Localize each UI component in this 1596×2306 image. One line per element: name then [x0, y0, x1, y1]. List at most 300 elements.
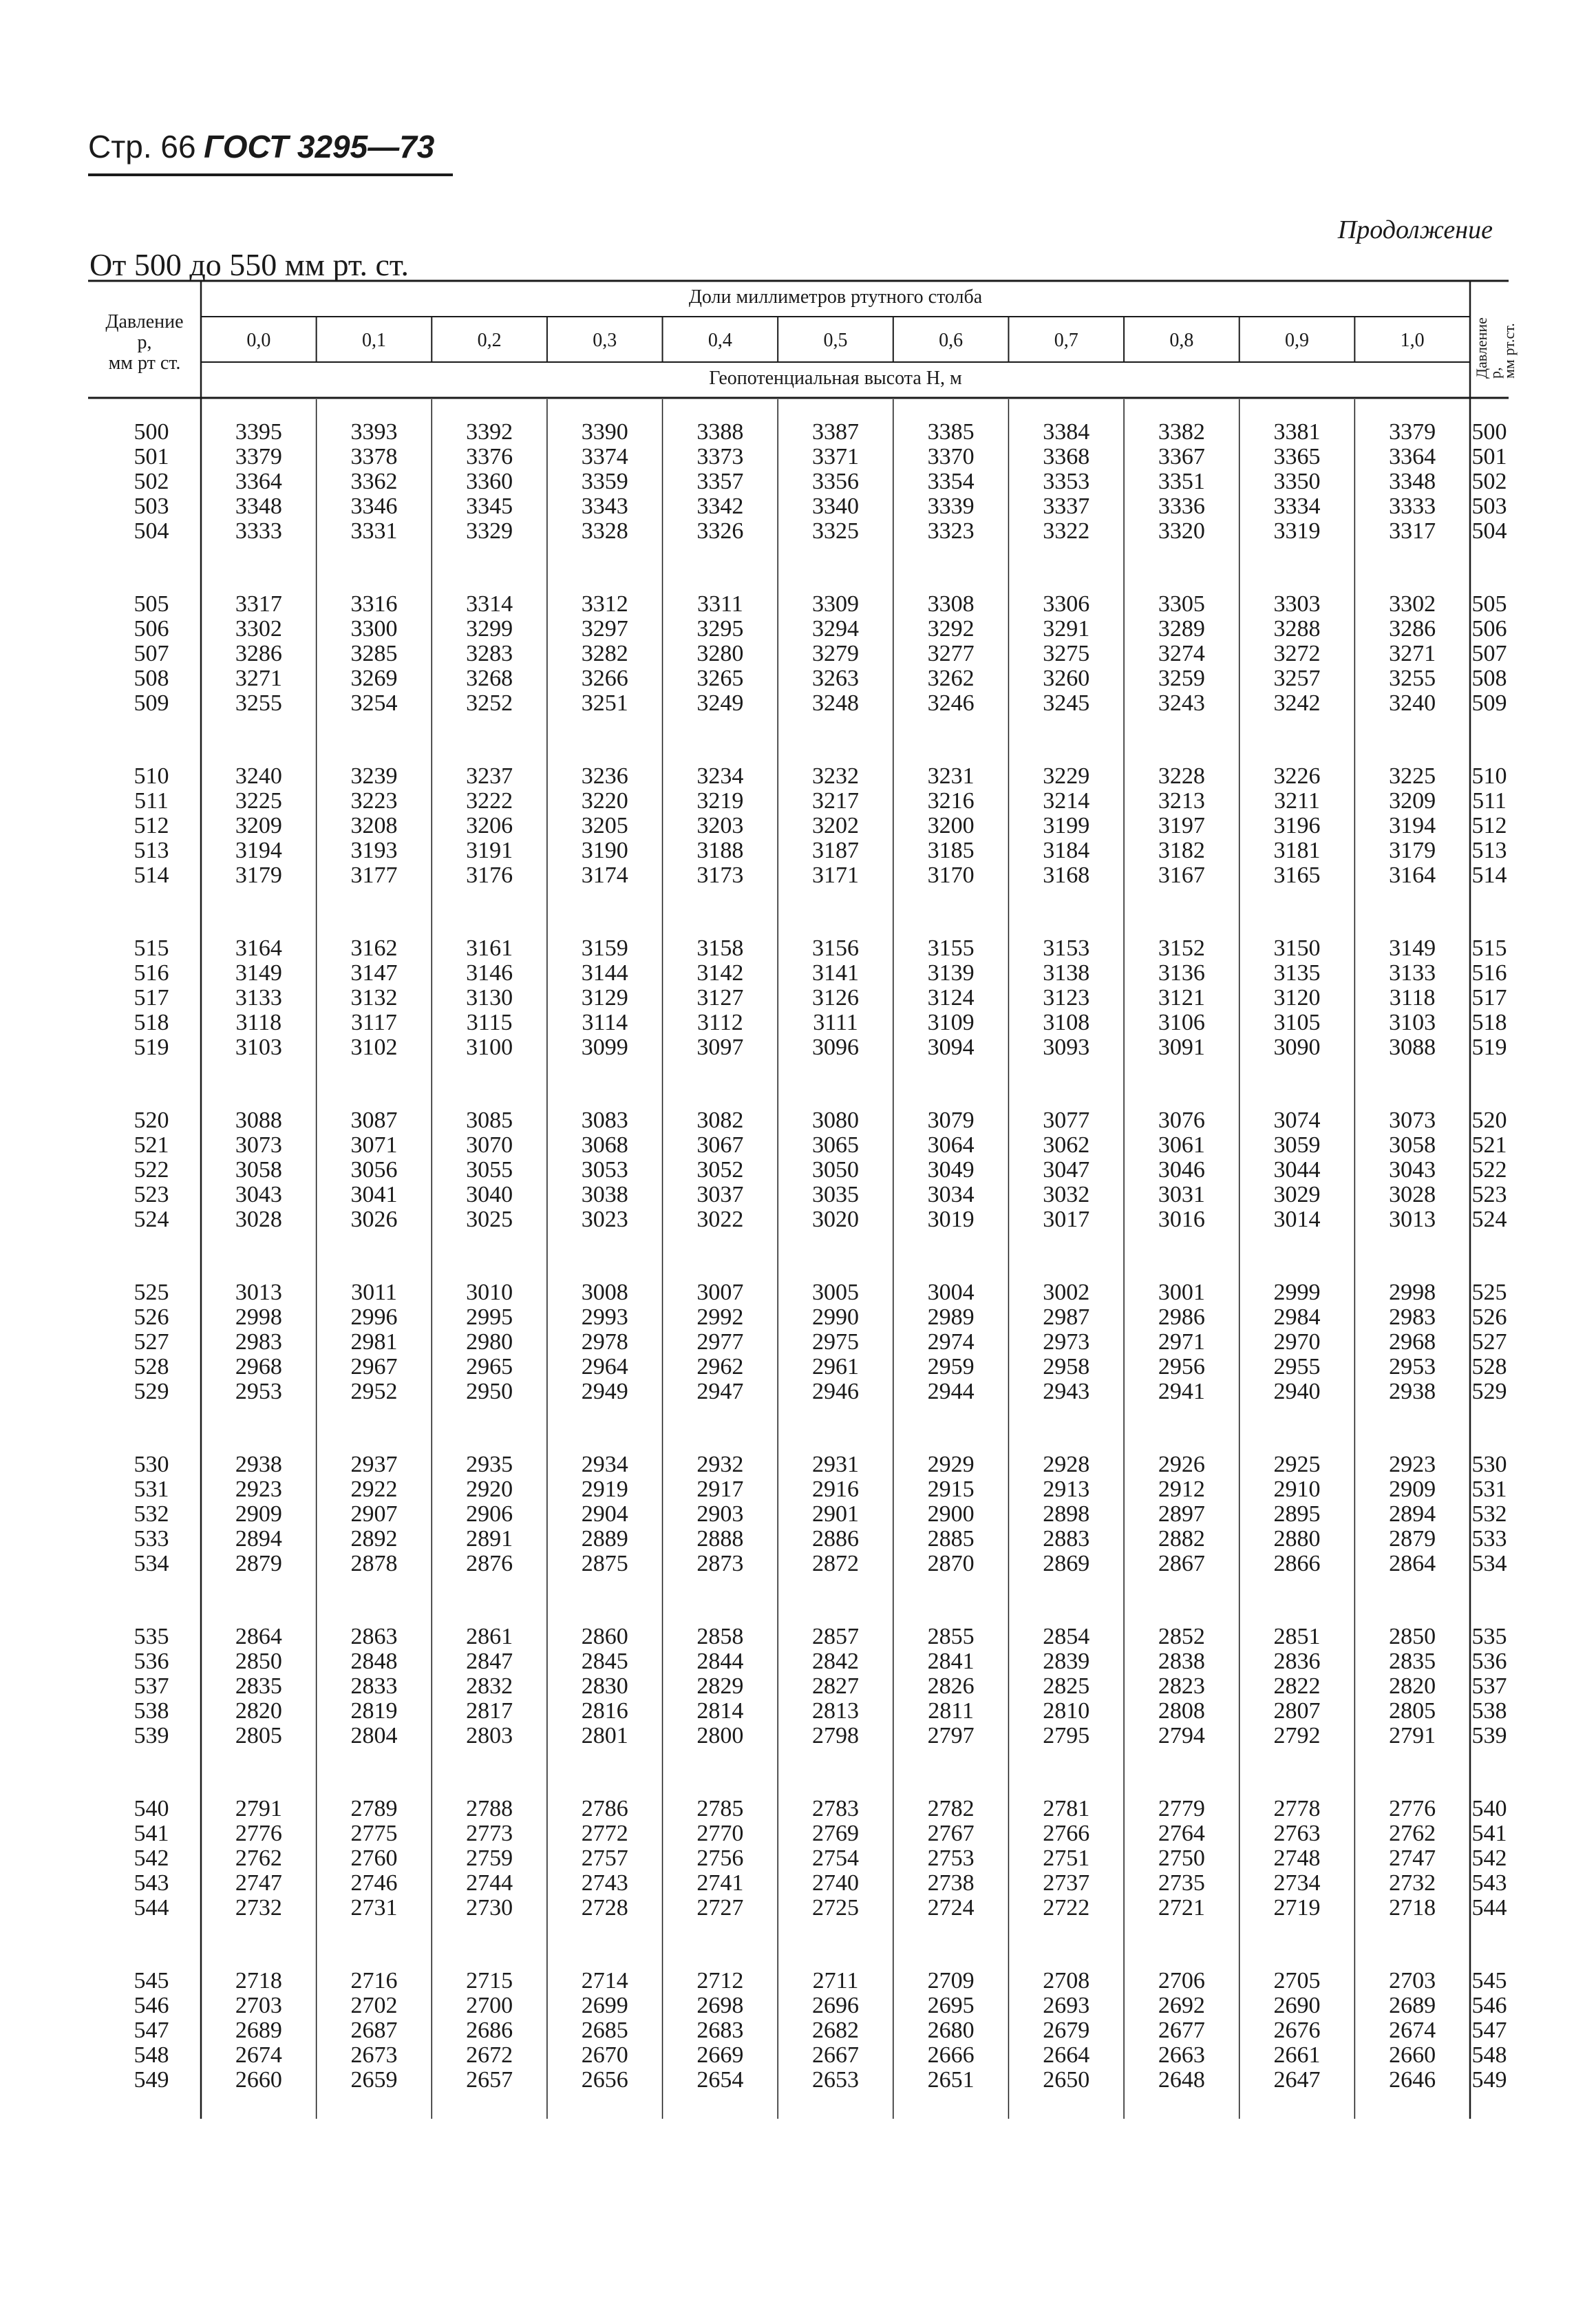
table-cell: 3209: [1389, 788, 1436, 814]
table-cell: 2650: [1043, 2067, 1090, 2093]
table-cell: 3074: [1273, 1108, 1321, 1133]
table-cell: 2741: [696, 1870, 744, 1896]
table-cell: 3109: [927, 1010, 975, 1035]
table-cell: 3050: [812, 1157, 859, 1183]
table-cell: 2692: [1158, 1993, 1205, 2018]
table-cell: 3153: [1043, 935, 1090, 961]
table-cell: 2830: [581, 1673, 628, 1699]
table-cell: 2955: [1273, 1354, 1321, 1379]
table-cell: 3208: [350, 813, 398, 838]
table-cell: 3028: [1389, 1182, 1436, 1207]
table-cell: 2870: [927, 1551, 975, 1576]
table-cell: 3337: [1043, 494, 1090, 519]
table-cell: 2728: [581, 1895, 628, 1921]
table-cell: 3017: [1043, 1207, 1090, 1232]
table-cell: 3348: [235, 494, 282, 519]
table-cell: 3368: [1043, 444, 1090, 469]
table-cell: 2990: [812, 1304, 859, 1330]
row-pressure-right: 522: [1471, 1157, 1507, 1183]
row-pressure-right: 501: [1471, 444, 1507, 469]
table-cell: 2894: [235, 1526, 282, 1552]
column-header: 0,9: [1285, 330, 1310, 351]
table-cell: 3236: [581, 763, 628, 789]
table-cell: 2943: [1043, 1379, 1090, 1404]
table-cell: 2721: [1158, 1895, 1205, 1921]
table-cell: 2695: [927, 1993, 975, 2018]
table-cell: 3105: [1273, 1010, 1321, 1035]
table-cell: 3317: [1389, 518, 1436, 544]
row-pressure-right: 525: [1471, 1280, 1507, 1305]
row-pressure-left: 546: [134, 1993, 169, 2018]
table-cell: 3040: [466, 1182, 513, 1207]
table-cell: 2813: [812, 1698, 859, 1724]
table-cell: 3277: [927, 641, 975, 666]
column-header: 0,5: [823, 330, 848, 351]
row-pressure-right: 545: [1471, 1968, 1507, 1993]
row-pressure-right: 541: [1471, 1821, 1507, 1846]
table-cell: 2938: [1389, 1379, 1436, 1404]
table-cell: 2987: [1043, 1304, 1090, 1330]
row-pressure-right: 504: [1471, 518, 1507, 544]
table-cell: 2952: [350, 1379, 398, 1404]
table-cell: 3150: [1273, 935, 1321, 961]
table-cell: 3184: [1043, 838, 1090, 863]
table-cell: 3302: [235, 616, 282, 642]
table-cell: 3020: [812, 1207, 859, 1232]
table-cell: 3133: [235, 985, 282, 1011]
table-cell: 3085: [466, 1108, 513, 1133]
table-cell: 3138: [1043, 960, 1090, 986]
table-cell: 3123: [1043, 985, 1090, 1011]
table-cell: 3320: [1158, 518, 1205, 544]
table-cell: 3306: [1043, 591, 1090, 617]
table-cell: 2766: [1043, 1821, 1090, 1846]
table-cell: 3065: [812, 1132, 859, 1158]
table-cell: 2677: [1158, 2018, 1205, 2043]
row-pressure-left: 512: [134, 813, 169, 838]
table-cell: 3194: [235, 838, 282, 863]
column-header: 0,7: [1054, 330, 1078, 351]
table-cell: 2670: [581, 2042, 628, 2068]
table-cell: 2753: [927, 1845, 975, 1871]
table-cell: 3362: [350, 469, 398, 494]
table-cell: 2863: [350, 1624, 398, 1649]
table-cell: 3265: [696, 666, 744, 691]
table-cell: 2869: [1043, 1551, 1090, 1576]
table-cell: 3112: [696, 1010, 743, 1035]
row-pressure-left: 527: [134, 1329, 169, 1355]
table-cell: 3286: [1389, 616, 1436, 642]
table-cell: 2996: [350, 1304, 398, 1330]
table-cell: 3019: [927, 1207, 975, 1232]
table-cell: 3205: [581, 813, 628, 838]
table-cell: 3384: [1043, 419, 1090, 445]
table-cell: 3240: [235, 763, 282, 789]
table-cell: 3272: [1273, 641, 1321, 666]
table-cell: 3286: [235, 641, 282, 666]
table-cell: 3357: [696, 469, 744, 494]
table-cell: 2689: [1389, 1993, 1436, 2018]
table-cell: 3382: [1158, 419, 1205, 445]
table-cell: 2666: [927, 2042, 975, 2068]
table-cell: 3044: [1273, 1157, 1321, 1183]
table-cell: 3034: [927, 1182, 975, 1207]
table-cell: 3274: [1158, 641, 1205, 666]
table-cell: 3199: [1043, 813, 1090, 838]
altitude-subheader: Геопотенциальная высота H, м: [709, 368, 962, 389]
table-cell: 2961: [812, 1354, 859, 1379]
table-cell: 2956: [1158, 1354, 1205, 1379]
table-cell: 2698: [696, 1993, 744, 2018]
table-cell: 3279: [812, 641, 859, 666]
table-cell: 2953: [235, 1379, 282, 1404]
row-pressure-left: 505: [134, 591, 169, 617]
column-header: 0,4: [707, 330, 732, 351]
table-cell: 3282: [581, 641, 628, 666]
table-cell: 2854: [1043, 1624, 1090, 1649]
table-cell: 2852: [1158, 1624, 1205, 1649]
table-cell: 3025: [466, 1207, 513, 1232]
table-cell: 2744: [466, 1870, 513, 1896]
table-cell: 2764: [1158, 1821, 1205, 1846]
table-cell: 3231: [927, 763, 975, 789]
table-cell: 3070: [466, 1132, 513, 1158]
table-cell: 3297: [581, 616, 628, 642]
column-header: 0,8: [1169, 330, 1194, 351]
table-cell: 3213: [1158, 788, 1205, 814]
row-pressure-left: 502: [134, 469, 169, 494]
table-cell: 3319: [1273, 518, 1321, 544]
table-cell: 2718: [1389, 1895, 1436, 1921]
table-cell: 2825: [1043, 1673, 1090, 1699]
table-cell: 3353: [1043, 469, 1090, 494]
table-cell: 2685: [581, 2018, 628, 2043]
table-cell: 2661: [1273, 2042, 1321, 2068]
table-cell: 3135: [1273, 960, 1321, 986]
table-cell: 3342: [696, 494, 744, 519]
column-header: 0,3: [593, 330, 617, 351]
row-pressure-left: 522: [134, 1157, 169, 1183]
table-cell: 2734: [1273, 1870, 1321, 1896]
table-cell: 2978: [581, 1329, 628, 1355]
table-cell: 2810: [1043, 1698, 1090, 1724]
table-cell: 3096: [812, 1035, 859, 1060]
row-pressure-right: 531: [1471, 1477, 1507, 1502]
table-cell: 2998: [235, 1304, 282, 1330]
table-cell: 3099: [581, 1035, 628, 1060]
table-cell: 2803: [466, 1723, 513, 1748]
table-cell: 3378: [350, 444, 398, 469]
table-cell: 3049: [927, 1157, 975, 1183]
table-cell: 2926: [1158, 1452, 1205, 1477]
table-cell: 3127: [696, 985, 744, 1011]
row-pressure-left: 539: [134, 1723, 169, 1748]
row-pressure-left: 514: [134, 863, 169, 888]
row-pressure-left: 538: [134, 1698, 169, 1724]
table-cell: 2923: [235, 1477, 282, 1502]
table-cell: 3008: [581, 1280, 628, 1305]
row-pressure-right: 538: [1471, 1698, 1507, 1724]
table-cell: 3316: [350, 591, 398, 617]
table-cell: 3350: [1273, 469, 1321, 494]
table-cell: 2931: [812, 1452, 859, 1477]
table-cell: 3370: [927, 444, 975, 469]
table-cell: 2920: [466, 1477, 513, 1502]
table-cell: 2959: [927, 1354, 975, 1379]
table-cell: 2653: [812, 2067, 859, 2093]
table-cell: 2995: [466, 1304, 513, 1330]
table-cell: 2998: [1389, 1280, 1436, 1305]
row-pressure-left: 541: [134, 1821, 169, 1846]
column-header: 0,1: [361, 330, 386, 351]
table-cell: 3202: [812, 813, 859, 838]
table-cell: 2791: [235, 1796, 282, 1821]
row-pressure-left: 521: [134, 1132, 169, 1158]
table-cell: 2705: [1273, 1968, 1321, 1993]
table-cell: 3132: [350, 985, 398, 1011]
table-cell: 3285: [350, 641, 398, 666]
table-cell: 2656: [581, 2067, 628, 2093]
table-cell: 2763: [1273, 1821, 1321, 1846]
row-pressure-left: 511: [134, 788, 169, 814]
table-cell: 2805: [235, 1723, 282, 1748]
table-cell: 3302: [1389, 591, 1436, 617]
table-cell: 2708: [1043, 1968, 1090, 1993]
right-label-header-line: мм рт.ст.: [1500, 323, 1518, 379]
table-cell: 2882: [1158, 1526, 1205, 1552]
table-cell: 3179: [1389, 838, 1436, 863]
row-pressure-right: 502: [1471, 469, 1507, 494]
table-cell: 2885: [927, 1526, 975, 1552]
table-cell: 2669: [696, 2042, 744, 2068]
table-cell: 2975: [812, 1329, 859, 1355]
table-cell: 3056: [350, 1157, 398, 1183]
table-cell: 2811: [928, 1698, 975, 1724]
table-cell: 3242: [1273, 690, 1321, 716]
table-cell: 3249: [696, 690, 744, 716]
table-cell: 2929: [927, 1452, 975, 1477]
table-cell: 2913: [1043, 1477, 1090, 1502]
table-cell: 2706: [1158, 1968, 1205, 1993]
row-pressure-right: 510: [1471, 763, 1507, 789]
row-pressure-left: 533: [134, 1526, 169, 1552]
table-cell: 2660: [1389, 2042, 1436, 2068]
table-cell: 3255: [235, 690, 282, 716]
row-pressure-right: 529: [1471, 1379, 1507, 1404]
table-cell: 3102: [350, 1035, 398, 1060]
table-cell: 3037: [696, 1182, 744, 1207]
table-cell: 2847: [466, 1649, 513, 1674]
table-cell: 2679: [1043, 2018, 1090, 2043]
table-cell: 3254: [350, 690, 398, 716]
row-pressure-right: 515: [1471, 935, 1507, 961]
table-cell: 2715: [466, 1968, 513, 1993]
table-cell: 3173: [696, 863, 744, 888]
row-pressure-right: 523: [1471, 1182, 1507, 1207]
row-pressure-right: 524: [1471, 1207, 1507, 1232]
table-cell: 2814: [696, 1698, 744, 1724]
table-cell: 3165: [1273, 863, 1321, 888]
table-cell: 3359: [581, 469, 628, 494]
table-cell: 2879: [235, 1551, 282, 1576]
table-cell: 3129: [581, 985, 628, 1011]
fraction-header: Доли миллиметров ртутного столба: [688, 286, 983, 308]
table-cell: 2836: [1273, 1649, 1321, 1674]
row-pressure-right: 532: [1471, 1501, 1507, 1527]
table-cell: 2886: [812, 1526, 859, 1552]
table-cell: 2724: [927, 1895, 975, 1921]
table-cell: 3142: [696, 960, 744, 986]
table-cell: 3014: [1273, 1207, 1321, 1232]
table-cell: 3082: [696, 1108, 744, 1133]
row-pressure-left: 509: [134, 690, 169, 716]
table-cell: 2964: [581, 1354, 628, 1379]
table-cell: 3259: [1158, 666, 1205, 691]
table-cell: 3061: [1158, 1132, 1205, 1158]
table-cell: 2891: [466, 1526, 513, 1552]
table-cell: 3187: [812, 838, 859, 863]
table-cell: 2903: [696, 1501, 744, 1527]
row-pressure-right: 509: [1471, 690, 1507, 716]
table-cell: 2904: [581, 1501, 628, 1527]
table-cell: 2967: [350, 1354, 398, 1379]
table-cell: 2674: [235, 2042, 282, 2068]
table-cell: 2657: [466, 2067, 513, 2093]
table-cell: 2776: [1389, 1796, 1436, 1821]
row-pressure-left: 542: [134, 1845, 169, 1871]
row-pressure-right: 533: [1471, 1526, 1507, 1552]
row-pressure-right: 540: [1471, 1796, 1507, 1821]
table-cell: 2801: [581, 1723, 628, 1748]
row-pressure-right: 542: [1471, 1845, 1507, 1871]
table-cell: 3010: [466, 1280, 513, 1305]
table-cell: 2687: [350, 2018, 398, 2043]
table-cell: 3333: [235, 518, 282, 544]
table-cell: 3087: [350, 1108, 398, 1133]
row-pressure-left: 543: [134, 1870, 169, 1896]
table-cell: 3062: [1043, 1132, 1090, 1158]
row-pressure-right: 505: [1471, 591, 1507, 617]
table-cell: 3162: [350, 935, 398, 961]
table-cell: 3197: [1158, 813, 1205, 838]
table-cell: 2767: [927, 1821, 975, 1846]
table-cell: 3326: [696, 518, 744, 544]
table-cell: 2785: [696, 1796, 744, 1821]
table-cell: 2816: [581, 1698, 628, 1724]
row-pressure-right: 527: [1471, 1329, 1507, 1355]
table-cell: 3200: [927, 813, 975, 838]
table-cell: 3161: [466, 935, 513, 961]
table-cell: 2750: [1158, 1845, 1205, 1871]
table-cell: 2747: [1389, 1845, 1436, 1871]
table-cell: 3111: [813, 1010, 858, 1035]
table-cell: 3226: [1273, 763, 1321, 789]
table-cell: 3328: [581, 518, 628, 544]
table-cell: 2832: [466, 1673, 513, 1699]
table-cell: 3130: [466, 985, 513, 1011]
row-pressure-left: 524: [134, 1207, 169, 1232]
table-cell: 2756: [696, 1845, 744, 1871]
table-cell: 2983: [235, 1329, 282, 1355]
table-cell: 2722: [1043, 1895, 1090, 1921]
table-cell: 3252: [466, 690, 513, 716]
table-cell: 2730: [466, 1895, 513, 1921]
table-cell: 3152: [1158, 935, 1205, 961]
table-cell: 2974: [927, 1329, 975, 1355]
right-label-header-line: Давление: [1473, 317, 1490, 379]
left-label-header: Давление: [105, 311, 184, 332]
table-cell: 3379: [1389, 419, 1436, 445]
table-cell: 3228: [1158, 763, 1205, 789]
table-cell: 2946: [812, 1379, 859, 1404]
table-cell: 2798: [812, 1723, 859, 1748]
table-cell: 3103: [235, 1035, 282, 1060]
table-cell: 2949: [581, 1379, 628, 1404]
left-label-header: p,: [137, 332, 152, 353]
table-cell: 2683: [696, 2018, 744, 2043]
row-pressure-left: 520: [134, 1108, 169, 1133]
table-cell: 3055: [466, 1157, 513, 1183]
table-cell: 3097: [696, 1035, 744, 1060]
table-cell: 3364: [1389, 444, 1436, 469]
table-cell: 3059: [1273, 1132, 1321, 1158]
row-pressure-left: 501: [134, 444, 169, 469]
row-pressure-left: 508: [134, 666, 169, 691]
row-pressure-left: 548: [134, 2042, 169, 2068]
row-pressure-right: 534: [1471, 1551, 1507, 1576]
table-cell: 2719: [1273, 1895, 1321, 1921]
table-cell: 2759: [466, 1845, 513, 1871]
table-cell: 2835: [1389, 1649, 1436, 1674]
table-cell: 2895: [1273, 1501, 1321, 1527]
table-cell: 3064: [927, 1132, 975, 1158]
table-cell: 2866: [1273, 1551, 1321, 1576]
table-cell: 3217: [812, 788, 859, 814]
table-cell: 2829: [696, 1673, 744, 1699]
table-cell: 2696: [812, 1993, 859, 2018]
table-cell: 3340: [812, 494, 859, 519]
table-cell: 3190: [581, 838, 628, 863]
table-cell: 2805: [1389, 1698, 1436, 1724]
table-cell: 2873: [696, 1551, 744, 1576]
table-cell: 3058: [235, 1157, 282, 1183]
table-cell: 2839: [1043, 1649, 1090, 1674]
table-cell: 2857: [812, 1624, 859, 1649]
table-cell: 2925: [1273, 1452, 1321, 1477]
table-cell: 3120: [1273, 985, 1321, 1011]
table-cell: 3094: [927, 1035, 975, 1060]
row-pressure-left: 545: [134, 1968, 169, 1993]
table-cell: 3292: [927, 616, 975, 642]
table-cell: 2804: [350, 1723, 398, 1748]
table-cell: 3312: [581, 591, 628, 617]
row-pressure-right: 543: [1471, 1870, 1507, 1896]
table-cell: 3035: [812, 1182, 859, 1207]
table-cell: 2880: [1273, 1526, 1321, 1552]
table-cell: 3176: [466, 863, 513, 888]
table-cell: 3381: [1273, 419, 1321, 445]
table-cell: 3108: [1043, 1010, 1090, 1035]
table-cell: 2789: [350, 1796, 398, 1821]
table-cell: 2879: [1389, 1526, 1436, 1552]
table-cell: 2732: [235, 1895, 282, 1921]
table-cell: 3080: [812, 1108, 859, 1133]
table-cell: 2648: [1158, 2067, 1205, 2093]
row-pressure-right: 546: [1471, 1993, 1507, 2018]
table-cell: 3303: [1273, 591, 1321, 617]
table-cell: 3013: [1389, 1207, 1436, 1232]
table-cell: 2663: [1158, 2042, 1205, 2068]
